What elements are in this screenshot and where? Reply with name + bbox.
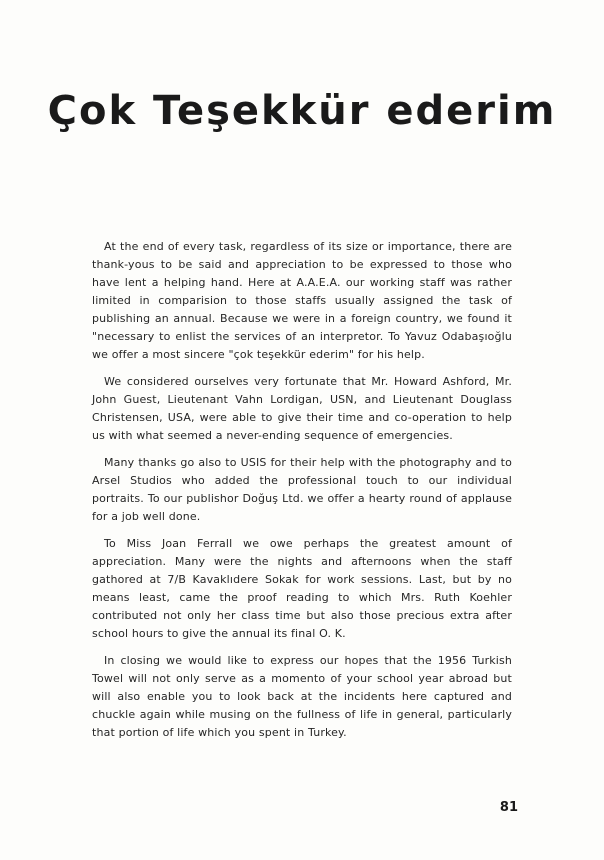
paragraph-thanks-usis: Many thanks go also to USIS for their help with the photography and to Arsel Studios who added the professional touch to our individual portraits. To our publishor Doğuş Ltd. we offer a hearty round of applause for a job well done. [92,456,512,523]
paragraph-fortunate: We considered ourselves very fortunate that Mr. Howard Ashford, Mr. John Guest, Lieutenant Vahn Lordigan, USN, and Lieutenant Douglass Christensen, USA, were able to give their time and co-operation to help us with what seemed a never-ending sequence of emergencies. [92,375,512,442]
paragraph-intro: At the end of every task, regardless of its size or importance, there are thank-yous to be said and appreciation to be expressed to those who have lent a helping hand. Here at A.A.E.A. our working staff was rather limited in comparision to those staffs usually assigned the task of publishing an annual. Because we were in a foreign country, we found it "necessary to enlist the services of an interpretor. To Yavuz Odabaşıoğlu we offer a most sincere "çok teşekkür ederim" for his help. [92,240,512,361]
paragraph-joan-ferrall: To Miss Joan Ferrall we owe perhaps the greatest amount of appreciation. Many were the nights and afternoons when the staff gathored at 7/B Kavaklıdere Sokak for work sessions. Last, but by no means least, came the proof reading to which Mrs. Ruth Koehler contributed not only her class time but also those precious extra after school hours to give the annual its final O. K. [92,537,512,640]
page-title: Çok Teşekkür ederim [47,88,557,134]
paragraph-closing: In closing we would like to express our hopes that the 1956 Turkish Towel will not only serve as a momento of your school year abroad but will also enable you to look back at the incidents here captured and chuckle again while musing on the fullness of life in general, particularly that portion of life which you spent in Turkey. [92,654,512,739]
body-text [92,238,512,751]
page-number: 81 [499,800,518,815]
